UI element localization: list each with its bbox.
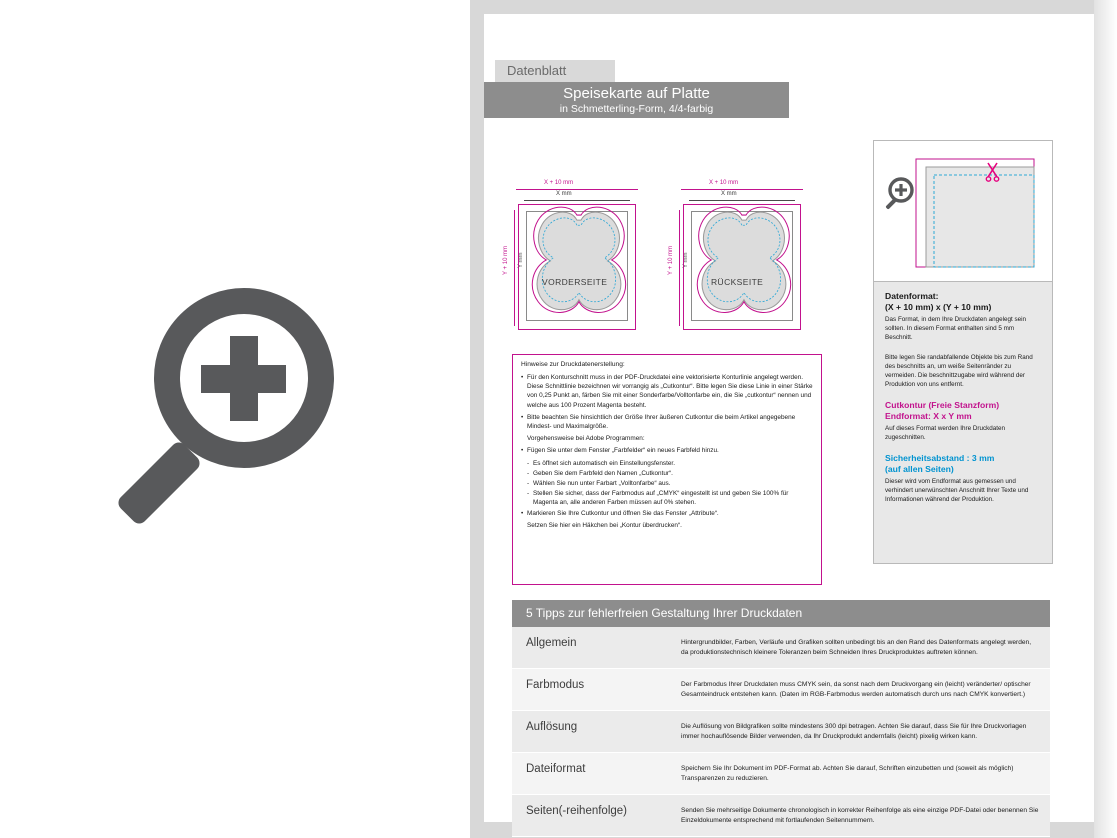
tip-label: Auflösung — [526, 721, 578, 733]
tip-label: Dateiformat — [526, 763, 586, 775]
info-subheading: Endformat: X x Y mm — [885, 411, 972, 421]
info-block-sicherheitsabstand — [885, 453, 1041, 504]
hinweis-box — [512, 354, 822, 585]
dieline-diagram-front — [504, 180, 664, 335]
title-bar — [484, 82, 789, 118]
dim-front-left-inner: Y mm — [518, 252, 524, 268]
magnifier-plus-icon — [132, 288, 362, 538]
dieline-diagram-back — [669, 180, 829, 335]
tip-label: Allgemein — [526, 637, 577, 649]
info-block-cutkontur — [885, 400, 1041, 442]
info-subheading: (auf allen Seiten) — [885, 464, 954, 474]
datenblatt-tab: Datenblatt — [495, 60, 615, 82]
table-row — [512, 795, 1050, 837]
hinweis-subitem: - Es öffnet sich automatisch ein Einstellungsfenster. — [521, 459, 813, 468]
magnifier-plus-horizontal — [201, 365, 286, 393]
info-block-datenformat — [885, 291, 1041, 342]
hinweis-item: • Markieren Sie Ihre Cutkontur und öffnen Sie das Fenster „Attribute“. — [521, 509, 813, 518]
info-text: Dieser wird vom Endformat aus gemessen und verhindert unerwünschten Anschnitt Ihrer Texte und Informationen während der Produktion. — [885, 478, 1029, 503]
info-heading: Datenformat: — [885, 291, 939, 301]
page-content-area — [484, 14, 1080, 822]
page-title: Speisekarte auf Platte — [563, 85, 710, 102]
info-text: Auf dieses Format werden Ihre Druckdaten zugeschnitten. — [885, 425, 1006, 441]
tip-label: Seiten(-reihenfolge) — [526, 805, 628, 817]
datasheet-page — [470, 0, 1094, 838]
info-heading: Cutkontur (Freie Stanzform) — [885, 400, 1000, 410]
magnifier-plus-icon — [885, 179, 912, 210]
info-subheading: (X + 10 mm) x (Y + 10 mm) — [885, 302, 992, 312]
butterfly-shape-back — [669, 180, 829, 335]
hinweis-title: Hinweise zur Druckdatenerstellung: — [521, 361, 625, 368]
magnifier-handle — [115, 439, 203, 527]
info-text: Das Format, in dem Ihre Druckdaten angelegt sein sollten. In diesem Format enthalten sind 5 mm Beschnitt. — [885, 316, 1027, 341]
preview-pane — [0, 0, 470, 838]
dim-front-top-outer: X + 10 mm — [544, 180, 574, 186]
page-margin-top — [470, 0, 1094, 14]
hinweis-item: Vorgehensweise bei Adobe Programmen: — [527, 435, 645, 443]
caption-back: RÜCKSEITE — [711, 277, 764, 287]
tip-text: Speichern Sie Ihr Dokument im PDF-Format ab. Achten Sie darauf, Schriften einzubetten und (soweit als möglich) Transparenzen zu reduzieren. — [681, 765, 1014, 782]
hinweis-item: Setzen Sie hier ein Häkchen bei „Kontur überdrucken“. — [527, 521, 682, 529]
page-subtitle: in Schmetterling-Form, 4/4-farbig — [559, 103, 714, 115]
info-legend — [874, 282, 1052, 563]
table-row — [512, 711, 1050, 753]
info-heading: Sicherheitsabstand : 3 mm — [885, 453, 995, 463]
page-shadow — [1094, 0, 1117, 838]
tip-text: Senden Sie mehrseitige Dokumente chronologisch in korrekter Reihenfolge als eine einzige PDF-Datei oder benennen Sie Einzeldokumente entsprechend mit fortlaufenden Seitennummern. — [681, 807, 1039, 824]
tip-label: Farbmodus — [526, 679, 585, 691]
hinweis-item: • Für den Konturschnitt muss in der PDF-Druckdatei eine vektorisierte Konturlinie angelegt werden. Diese Schnittlinie bezeichnen wir vorrangig als „Cutkontur“. Bitte legen Sie diese Linie in einer Stärke von 0,25 Punkt an, färben Sie mit einer Sonderfarbe/Volltonfarbe ein, die Sie „cutkontur“ nennen und welche aus 100 Prozent Magenta besteht. — [521, 373, 813, 410]
hinweis-item: • Bitte beachten Sie hinsichtlich der Größe Ihrer äußeren Cutkontur die beim Artikel angegebene Mindest- und Maximalgröße. — [521, 413, 813, 431]
dim-front-left-outer: Y + 10 mm — [503, 245, 509, 275]
dim-back-top-inner: X mm — [721, 191, 737, 197]
dim-back-left-inner: Y mm — [683, 252, 689, 268]
info-panel — [873, 140, 1053, 564]
tips-table — [512, 600, 1050, 837]
info-thumbnail-graphic — [874, 141, 1052, 281]
hinweis-subitem: - Geben Sie dem Farbfeld den Namen „Cutkontur“. — [521, 469, 813, 478]
hinweis-item: • Fügen Sie unter dem Fenster „Farbfelder“ ein neues Farbfeld hinzu. — [521, 446, 813, 455]
page-margin-left — [470, 0, 484, 838]
info-thumbnail — [874, 141, 1052, 282]
hinweis-subitem: - Stellen Sie sicher, dass der Farbmodus auf „CMYK“ eingestellt ist und geben Sie 100% für Magenta an, alle anderen Farben müssen auf 0% stehen. — [521, 489, 813, 507]
hinweis-subitem: - Wählen Sie nun unter Farbart „Volltonfarbe“ aus. — [521, 479, 813, 488]
caption-front: VORDERSEITE — [542, 277, 608, 287]
butterfly-shape-front — [504, 180, 664, 335]
info-text: Bitte legen Sie randabfallende Objekte bis zum Rand des beschnitts an, um weiße Seitenränder zu vermeiden. Die beschnittzugabe wird während der Produktion von uns entfernt. — [885, 354, 1033, 388]
info-block-beschnitt — [885, 353, 1041, 389]
table-row — [512, 753, 1050, 795]
tip-text: Hintergrundbilder, Farben, Verläufe und Grafiken sollten unbedingt bis an den Rand des Datenformats angelegt werden, da produktionstechnisch kleinere Toleranzen beim Schneiden Ihres Druckproduktes auftreten können. — [681, 639, 1032, 656]
table-row — [512, 669, 1050, 711]
tip-text: Der Farbmodus Ihrer Druckdaten muss CMYK sein, da sonst nach dem Druckvorgang ein (leicht) veränderter/ optischer Gesamteindruck entstehen kann. (Daten im RGB-Farbmodus werden automatisch durch uns nach CMYK konvertiert.) — [681, 681, 1031, 698]
hinweis-list — [521, 373, 813, 530]
dim-back-top-outer: X + 10 mm — [709, 180, 739, 186]
table-row — [512, 627, 1050, 669]
dim-front-top-inner: X mm — [556, 191, 572, 197]
tip-text: Die Auflösung von Bildgrafiken sollte mindestens 300 dpi betragen. Achten Sie darauf, dass Sie für Ihre Druckvorlagen immer hochauflösende Bilder verwenden, da Ihr Druckprodukt andernfalls (leicht) pixelig wirken kann. — [681, 723, 1027, 740]
dim-back-left-outer: Y + 10 mm — [668, 245, 674, 275]
tips-header: 5 Tipps zur fehlerfreien Gestaltung Ihrer Druckdaten — [512, 600, 1050, 627]
